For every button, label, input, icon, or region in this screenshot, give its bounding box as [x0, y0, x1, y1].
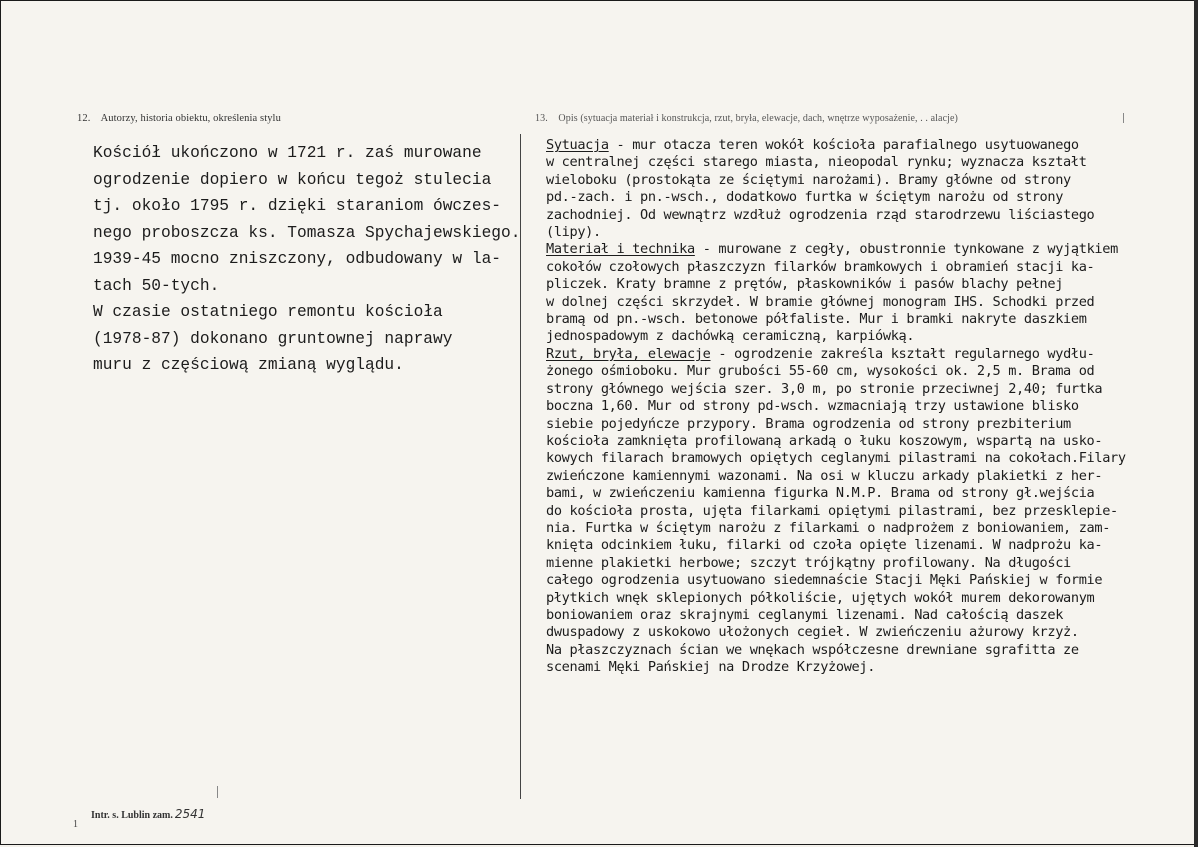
history-text-line: nego proboszcza ks. Tomasza Spychajewskiego. [93, 223, 521, 242]
description-text-line [546, 294, 1166, 311]
description-text-line [546, 311, 1166, 328]
archive-stamp [91, 807, 205, 821]
description-text: dwuspadowy z uskokowo ułożonych cegieł. W zwieńczeniu ażurowy krzyż. [546, 624, 1079, 641]
left-section-header [77, 113, 281, 124]
description-text-line [546, 224, 1166, 241]
description-text: jednospadowym z dachówką ceramiczną, karpiówką. [546, 328, 915, 345]
description-text-line [546, 572, 1166, 589]
description-text-line [546, 659, 1166, 676]
description-text: całego ogrodzenia usytuowano siedemnaście Stacji Męki Pańskiej w formie [546, 572, 1103, 589]
description-text: knięta odcinkiem łuku, filarki od czoła opięte lizenami. W nadprożu ka- [546, 537, 1103, 554]
description-text: zachodniej. Od wewnątrz wzdłuż ogrodzenia rząd starodrzewu liściastego [546, 206, 1095, 223]
description-text: - murowane z cegły, obustronnie tynkowane z wyjątkiem [694, 241, 1118, 258]
archive-stamp-text: Intr. s. Lublin zam. [91, 810, 173, 821]
description-text: boczna 1,60. Mur od strony pd-wsch. wzmacniają trzy ustawione blisko [546, 398, 1079, 415]
right-section-number: 13. [535, 113, 548, 124]
description-text-line [546, 624, 1166, 641]
history-text-line: ogrodzenie dopiero w końcu tegoż stulecia [93, 170, 492, 189]
description-text-line [546, 607, 1166, 624]
section-lead-heading: Sytuacja [546, 137, 609, 153]
description-text-line [546, 276, 1166, 293]
history-text-line: (1978-87) dokonano gruntownej naprawy [93, 329, 453, 348]
description-text: do kościoła prosta, ujęta filarkami opiętymi pilastrami, bez przesklepie- [546, 502, 1118, 519]
right-section-title: Opis (sytuacja materiał i konstrukcja, rzut, bryła, elewacje, dach, wnętrze wyposażenie, . . alacje) [558, 113, 958, 124]
description-text: scenami Męki Pańskiej na Drodze Krzyżowej. [546, 659, 876, 676]
description-text: pd.-zach. i pn.-wsch., dodatkowo furtka w ściętym narożu od strony [546, 189, 1064, 206]
left-section-title: Autorzy, historia obiektu, określenia stylu [100, 113, 281, 124]
description-text: bramą od pn.-wsch. betonowe półfaliste. Mur i bramki nakryte daszkiem [546, 311, 1087, 328]
description-text: żonego ośmioboku. Mur grubości 55-60 cm, wysokości ok. 2,5 m. Brama od [546, 363, 1095, 380]
handwritten-number: 2541 [174, 807, 206, 821]
history-text-line: muru z częściową zmianą wyglądu. [93, 356, 404, 374]
description-text-line [546, 172, 1166, 189]
description-text-line [546, 555, 1166, 572]
description-text: boniowaniem oraz skrajnymi ceglanymi lizenami. Nad całością daszek [546, 606, 1064, 623]
history-text-line: 1939-45 mocno zniszczony, odbudowany w la- [93, 250, 501, 268]
description-text-line [546, 207, 1166, 224]
section-lead-heading: Materiał i technika [546, 241, 695, 258]
page-mark: 1 [73, 819, 78, 830]
margin-tick [1123, 113, 1124, 123]
description-text-line [546, 642, 1166, 659]
section-lead-heading: Rzut, bryła, elewacje [546, 345, 711, 362]
description-text-line [546, 537, 1166, 554]
description-text: mienne plakietki herbowe; szczyt trójkątny profilowany. Na długości [546, 554, 1071, 571]
description-text-block [546, 137, 1166, 677]
description-text-line [546, 328, 1166, 345]
description-text-line [546, 398, 1166, 415]
description-text-line [546, 433, 1166, 450]
description-text-line [546, 416, 1166, 433]
description-text-line [546, 154, 1166, 171]
description-text: bami, w zwieńczeniu kamienna figurka N.M.P. Brama od strony gł.wejścia [546, 485, 1095, 502]
history-text-block [93, 140, 523, 379]
description-text: zwieńczone kamiennymi wazonami. Na osi w kluczu arkady plakietki z her- [546, 467, 1103, 484]
description-text-line [546, 363, 1166, 380]
description-text: Na płaszczyznach ścian we wnękach współczesne drewniane sgrafitta ze [546, 641, 1079, 658]
description-text-line [546, 259, 1166, 276]
description-text-line [546, 346, 1166, 363]
description-text-line [546, 381, 1166, 398]
description-text-line [546, 137, 1166, 154]
history-text-line: tach 50-tych. [93, 276, 220, 295]
description-text: - ogrodzenie zakreśla kształt regularnego wydłu- [710, 345, 1095, 362]
right-section-header [535, 113, 958, 124]
description-text-line [546, 590, 1166, 607]
description-text: w centralnej części starego miasta, nieopodal rynku; wyznacza kształt [546, 154, 1087, 171]
description-text: (lipy). [546, 224, 601, 241]
description-text-line [546, 485, 1166, 502]
description-text: kościoła zamknięta profilowaną arkadą o łuku koszowym, wspartą na usko- [546, 432, 1103, 449]
left-section-number: 12. [77, 113, 91, 124]
history-text-line: Kościół ukończono w 1721 r. zaś murowane [93, 144, 482, 162]
description-text: cokołów czołowych płaszczyzn filarków bramkowych i obramień stacji ka- [546, 258, 1095, 275]
margin-tick [217, 786, 218, 798]
description-text: strony głównego wejścia szer. 3,0 m, po stronie przeciwnej 2,40; furtka [546, 380, 1103, 397]
description-text: siebie pojedyńcze przypory. Brama ogrodzenia od strony prezbiterium [546, 415, 1071, 432]
description-text: wieloboku (prostokąta ze ściętymi narożami). Bramy główne od strony [546, 171, 1071, 188]
description-text: w dolnej części skrzydeł. W bramie głównej monogram IHS. Schodki przed [546, 293, 1095, 310]
history-text-line: W czasie ostatniego remontu kościoła [93, 303, 443, 321]
description-text-line [546, 450, 1166, 467]
description-text-line [546, 241, 1166, 258]
description-text: - mur otacza teren wokół kościoła parafialnego usytuowanego [608, 137, 1079, 153]
history-text-line: tj. około 1795 r. dzięki staraniom ówczes- [93, 197, 501, 215]
description-text: kowych filarach bramowych opiętych ceglanymi pilastrami na cokołach.Filary [546, 450, 1126, 467]
page-edge [1194, 0, 1198, 847]
description-text-line [546, 520, 1166, 537]
description-text-line [546, 189, 1166, 206]
description-text-line [546, 468, 1166, 485]
description-text: pliczek. Kraty bramne z prętów, płaskowników i pasów blachy pełnej [546, 276, 1064, 293]
description-text-line [546, 503, 1166, 520]
description-text: nia. Furtka w ściętym narożu z filarkami o nadprożem z boniowaniem, zam- [546, 519, 1111, 536]
description-text: płytkich wnęk sklepionych półkoliście, ujętych wokół murem dekorowanym [546, 589, 1095, 606]
